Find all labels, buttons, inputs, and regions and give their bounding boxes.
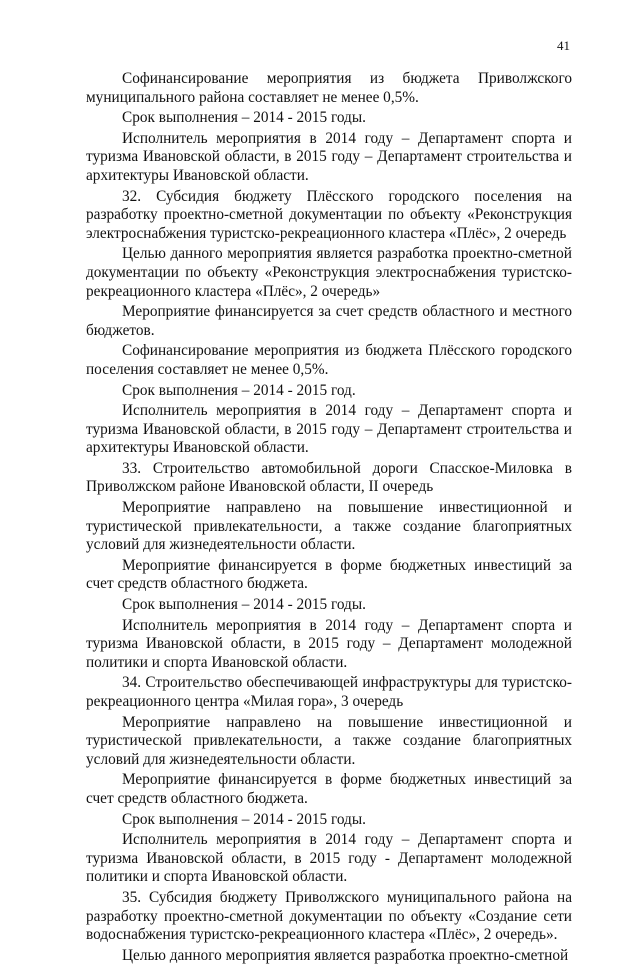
paragraph-financing: Мероприятие финансируется за счет средств областного и местного бюджетов. — [86, 303, 572, 339]
paragraph-purpose: Мероприятие направлено на повышение инвестиционной и туристической привлекательности, а также создание благоприятных условий для жизнедеятельности области. — [86, 499, 572, 554]
paragraph-executor: Исполнитель мероприятия в 2014 году – Департамент спорта и туризма Ивановской области, в 2015 году – Департамент строительства и архитектуры Ивановской области. — [86, 129, 572, 184]
paragraph-cofinancing-privolzhsky: Софинансирование мероприятия из бюджета Приволжского муниципального района составляет не менее 0,5%. — [86, 70, 572, 106]
paragraph-item-33: 33. Строительство автомобильной дороги Спасское-Миловка в Приволжском районе Ивановской области, II очередь — [86, 459, 572, 496]
paragraph-purpose: Мероприятие направлено на повышение инвестиционной и туристической привлекательности, а также создание благоприятных условий для жизнедеятельности области. — [86, 713, 572, 768]
paragraph-executor: Исполнитель мероприятия в 2014 году – Департамент спорта и туризма Ивановской области, в 2015 году – Департамент молодежной политики и спорта Ивановской области. — [86, 616, 572, 671]
paragraph-item-34: 34. Строительство обеспечивающей инфраструктуры для туристско-рекреационного центра «Милая гора», 3 очередь — [86, 674, 572, 710]
paragraph-financing: Мероприятие финансируется в форме бюджетных инвестиций за счет средств областного бюджета. — [86, 771, 572, 807]
paragraph-item-32: 32. Субсидия бюджету Плёсского городского поселения на разработку проектно-сметной документации по объекту «Реконструкция электроснабжения туристско-рекреационного кластера «Плёс», 2 очередь — [86, 187, 572, 242]
paragraph-item-35: 35. Субсидия бюджету Приволжского муниципального района на разработку проектно-сметной документации по объекту «Создание сети водоснабжения туристско-рекреационного кластера «Плёс», 2 очередь». — [86, 888, 572, 944]
paragraph-cofinancing-ples: Софинансирование мероприятия из бюджета Плёсского городского поселения составляет не менее 0,5%. — [86, 342, 572, 378]
paragraph-executor: Исполнитель мероприятия в 2014 году – Департамент спорта и туризма Ивановской области, в 2015 году - Департамент молодежной политики и спорта Ивановской области. — [86, 831, 572, 886]
paragraph-term: Срок выполнения – 2014 - 2015 годы. — [122, 596, 366, 614]
paragraph-executor: Исполнитель мероприятия в 2014 году – Департамент спорта и туризма Ивановской области, в 2015 году – Департамент строительства и архитектуры Ивановской области. — [86, 402, 572, 457]
paragraph-term: Срок выполнения – 2014 - 2015 годы. — [122, 109, 366, 127]
page-number: 41 — [557, 38, 570, 53]
document-body — [86, 70, 572, 965]
paragraph-term: Срок выполнения – 2014 - 2015 годы. — [122, 810, 366, 828]
paragraph-term: Срок выполнения – 2014 - 2015 год. — [122, 381, 356, 399]
paragraph-goal: Целью данного мероприятия является разработка проектно-сметной — [122, 946, 569, 964]
paragraph-financing: Мероприятие финансируется в форме бюджетных инвестиций за счет средств областного бюджета. — [86, 556, 572, 593]
paragraph-goal: Целью данного мероприятия является разработка проектно-сметной документации по объекту «Реконструкция электроснабжения туристско-рекреационного кластера «Плёс», 2 очередь» — [86, 245, 572, 300]
